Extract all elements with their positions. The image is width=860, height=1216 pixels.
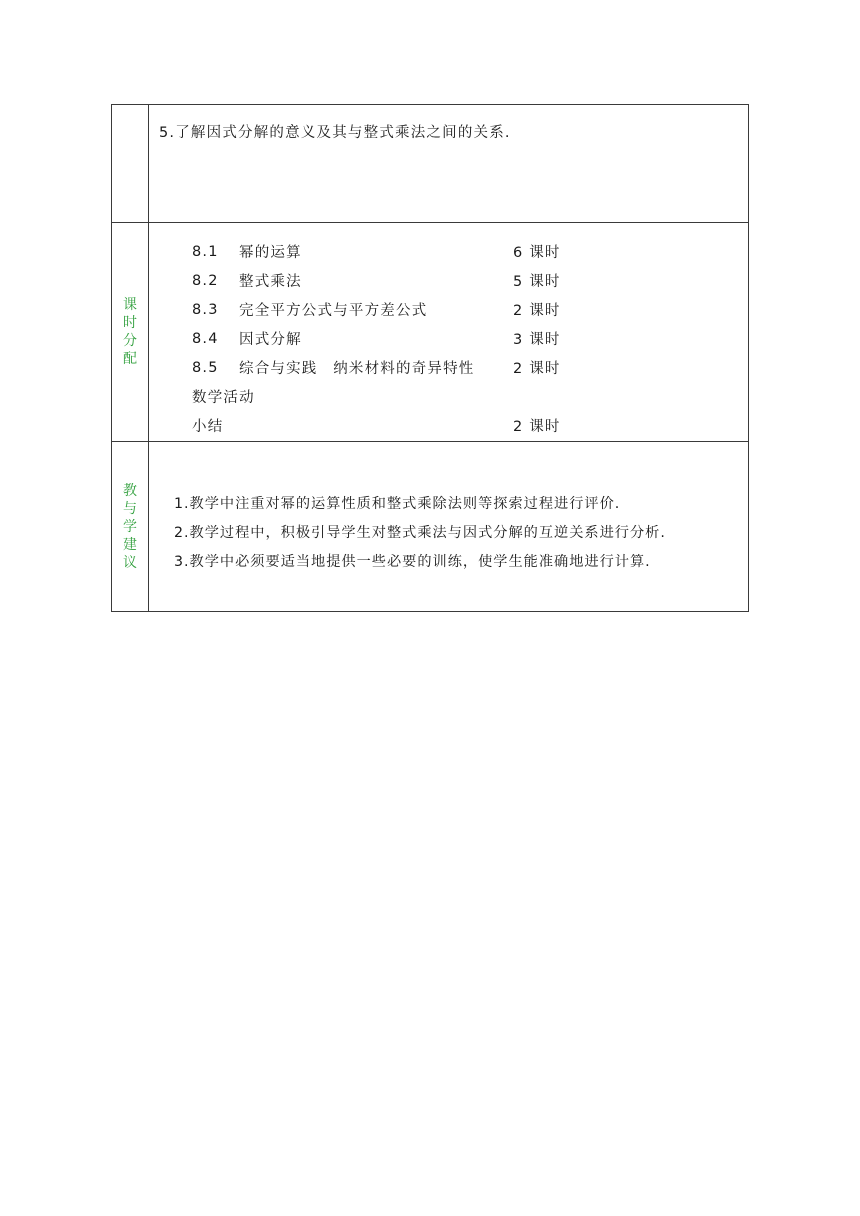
advice-item: 1.教学中注重对幂的运算性质和整式乘除法则等探索过程进行评价. xyxy=(174,495,621,512)
section-title: 整式乘法 xyxy=(239,274,302,290)
section-number: 8.5 xyxy=(192,359,219,376)
advice-row xyxy=(112,442,748,611)
objectives-content-cell xyxy=(149,105,748,222)
advice-label-cell xyxy=(112,442,149,611)
objectives-label-cell xyxy=(112,105,149,222)
section-number: 8.3 xyxy=(192,301,219,318)
objective-item-5: 5.了解因式分解的意义及其与整式乘法之间的关系. xyxy=(159,125,511,141)
section-title: 因式分解 xyxy=(239,332,302,348)
section-hours: 6 课时 xyxy=(513,245,561,261)
schedule-item xyxy=(192,324,748,353)
schedule-extra-item xyxy=(192,382,748,411)
schedule-item xyxy=(192,266,748,295)
extra-title: 数学活动 xyxy=(192,390,255,406)
section-title: 完全平方公式与平方差公式 xyxy=(239,303,428,319)
section-number: 8.1 xyxy=(192,243,219,260)
curriculum-table xyxy=(111,104,749,612)
schedule-item xyxy=(192,237,748,266)
schedule-extra-item xyxy=(192,411,748,440)
section-hours: 2 课时 xyxy=(513,303,561,319)
section-number: 8.2 xyxy=(192,272,219,289)
section-number: 8.4 xyxy=(192,330,219,347)
objectives-row xyxy=(112,105,748,223)
advice-item: 2.教学过程中，积极引导学生对整式乘法与因式分解的互逆关系进行分析. xyxy=(174,524,666,541)
extra-title: 小结 xyxy=(192,419,224,435)
schedule-item xyxy=(192,295,748,324)
advice-label: 教 与 学 建 议 xyxy=(123,482,137,571)
schedule-row xyxy=(112,223,748,442)
advice-item: 3.教学中必须要适当地提供一些必要的训练，使学生能准确地进行计算. xyxy=(174,553,651,570)
section-title: 综合与实践 纳米材料的奇异特性 xyxy=(239,361,475,377)
schedule-content-cell xyxy=(149,223,748,441)
section-title: 幂的运算 xyxy=(239,245,302,261)
schedule-item xyxy=(192,353,748,382)
section-hours: 5 课时 xyxy=(513,274,561,290)
schedule-label: 课 时 分 配 xyxy=(123,297,137,367)
section-hours: 2 课时 xyxy=(513,361,561,377)
extra-hours: 2 课时 xyxy=(513,419,561,435)
schedule-label-cell xyxy=(112,223,149,441)
advice-content-cell xyxy=(149,442,748,611)
section-hours: 3 课时 xyxy=(513,332,561,348)
